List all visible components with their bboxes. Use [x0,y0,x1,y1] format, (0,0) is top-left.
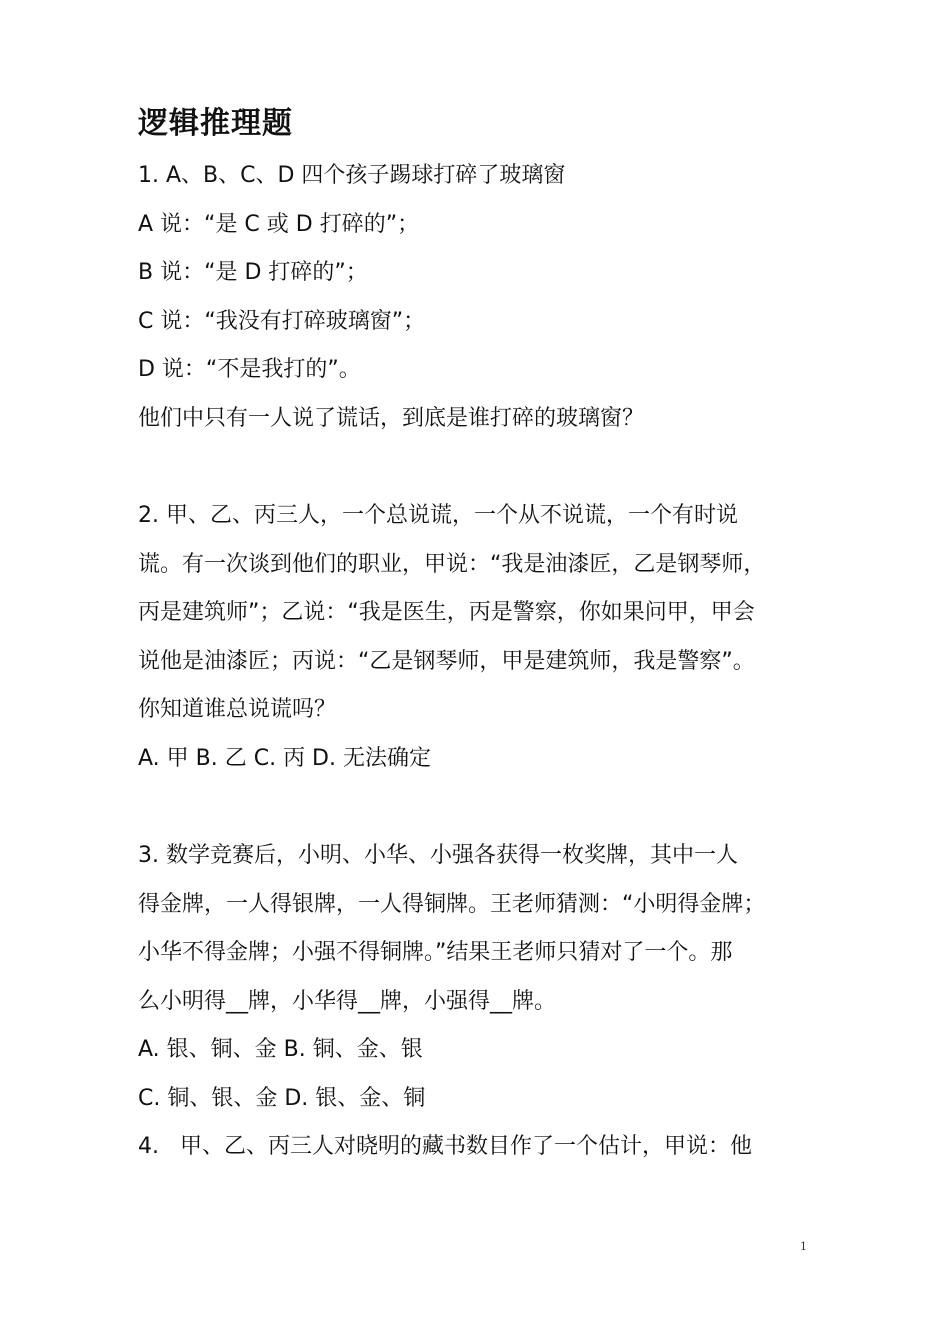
question-4 [138,1123,828,1172]
spacer [138,443,828,492]
question-1-line: B 说：“是 D 打碎的”； [138,260,368,285]
question-1-line: D 说：“不是我打的”。 [138,357,361,382]
question-3-line: 得金牌，一人得银牌，一人得铜牌。王老师猜测：“小明得金牌； [138,891,766,917]
question-3-options: C. 铜、银、金 D. 银、金、铜 [138,1085,426,1111]
question-1-line: C 说：“我没有打碎玻璃窗”； [138,308,426,334]
question-2-line: 谎。有一次谈到他们的职业，甲说：“我是油漆匠，乙是钢琴师， [138,551,766,577]
question-2-line: 你知道谁总说谎吗？ [138,697,337,722]
question-2-options: A. 甲 B. 乙 C. 丙 D. 无法确定 [138,745,431,771]
page-number: 1 [800,1240,807,1253]
document-body [138,100,828,1172]
question-1-line: 1. A、B、C、D 四个孩子踢球打碎了玻璃窗 [138,163,566,188]
question-2 [138,492,828,783]
question-1 [138,152,828,443]
question-3-line: 小华不得金牌；小强不得铜牌。”结果王老师只猜对了一个。那 [138,940,733,965]
question-1-line: A 说：“是 C 或 D 打碎的”； [138,211,420,237]
question-3-options: A. 银、铜、金 B. 铜、金、银 [138,1037,423,1062]
question-3-line: 3. 数学竞赛后，小明、小华、小强各获得一枚奖牌，其中一人 [138,843,738,868]
question-3-line: 么小明得__牌，小华得__牌，小强得__牌。 [138,988,557,1014]
question-2-line: 2. 甲、乙、丙三人，一个总说谎，一个从不说谎，一个有时说 [138,503,738,528]
spacer [138,783,828,832]
document-title: 逻辑推理题 [138,106,293,141]
question-1-line: 他们中只有一人说了谎话，到底是谁打碎的玻璃窗？ [138,405,645,431]
question-2-line: 丙是建筑师”；乙说：“我是医生，丙是警察，你如果问甲，甲会 [138,600,755,625]
question-3 [138,832,828,1123]
question-2-line: 说他是油漆匠；丙说：“乙是钢琴师，甲是建筑师，我是警察”。 [138,648,755,674]
question-4-line: 4. 甲、乙、丙三人对晓明的藏书数目作了一个估计，甲说：他 [138,1134,752,1159]
